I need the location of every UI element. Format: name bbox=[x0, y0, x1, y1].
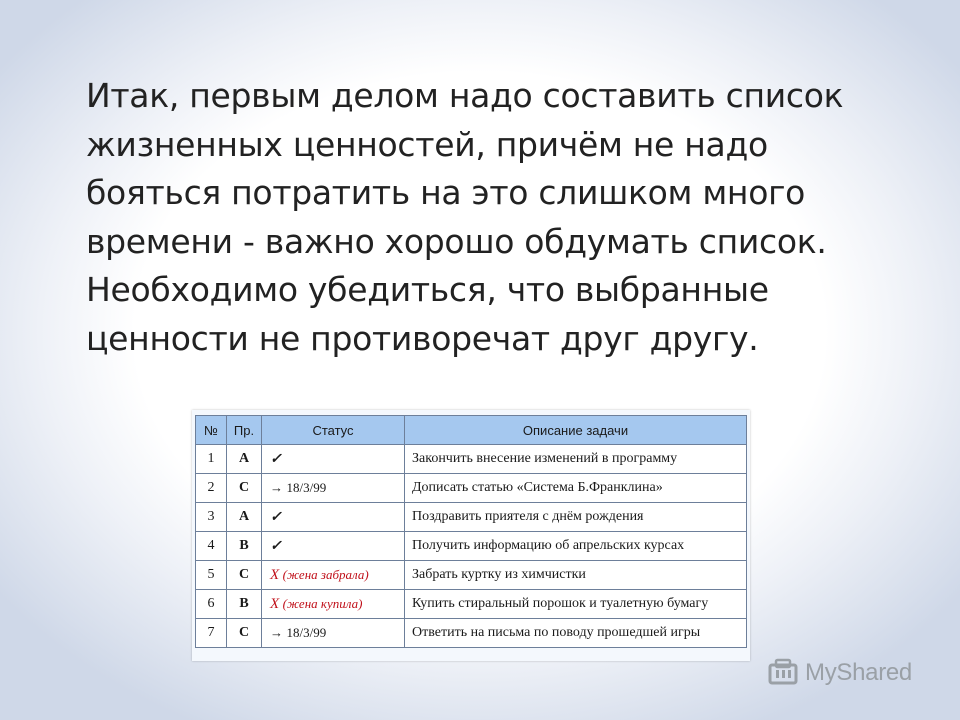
header-status: Статус bbox=[262, 416, 405, 445]
table-header-row bbox=[196, 416, 747, 445]
myshared-logo-icon bbox=[767, 656, 801, 690]
row-description: Дописать статью «Система Б.Франклина» bbox=[405, 474, 747, 503]
body-line-6: ценности не противоречат друг другу. bbox=[86, 318, 759, 358]
row-status bbox=[262, 532, 405, 561]
row-status bbox=[262, 474, 405, 503]
status-note: (жена купила) bbox=[282, 595, 363, 611]
task-table bbox=[195, 415, 747, 648]
row-num: 1 bbox=[196, 445, 227, 474]
row-status bbox=[262, 619, 405, 648]
cross-icon: X bbox=[270, 595, 280, 612]
row-priority: C bbox=[227, 561, 262, 590]
row-priority: C bbox=[227, 619, 262, 648]
row-num: 4 bbox=[196, 532, 227, 561]
header-description: Описание задачи bbox=[405, 416, 747, 445]
row-description: Закончить внесение изменений в программу bbox=[405, 445, 747, 474]
table-row bbox=[196, 590, 747, 619]
row-status bbox=[262, 503, 405, 532]
status-note: (жена забрала) bbox=[282, 566, 369, 582]
row-description: Поздравить приятеля с днём рождения bbox=[405, 503, 747, 532]
row-priority: A bbox=[227, 445, 262, 474]
table-row bbox=[196, 445, 747, 474]
row-priority: B bbox=[227, 590, 262, 619]
row-description: Ответить на письма по поводу прошедшей игры bbox=[405, 619, 747, 648]
table-row bbox=[196, 503, 747, 532]
body-line-2: жизненных ценностей, причём не надо bbox=[86, 124, 768, 164]
row-description: Купить стиральный порошок и туалетную бумагу bbox=[405, 590, 747, 619]
row-num: 3 bbox=[196, 503, 227, 532]
body-line-4: времени - важно хорошо обдумать список. bbox=[86, 221, 827, 261]
checkmark-icon: ✓ bbox=[270, 538, 282, 554]
row-priority: B bbox=[227, 532, 262, 561]
myshared-watermark-text: MyShared bbox=[805, 659, 912, 686]
status-date: 18/3/99 bbox=[286, 624, 327, 640]
row-status bbox=[262, 445, 405, 474]
row-priority: C bbox=[227, 474, 262, 503]
header-num: № bbox=[196, 416, 227, 445]
table-row bbox=[196, 619, 747, 648]
row-description: Получить информацию об апрельских курсах bbox=[405, 532, 747, 561]
table-row bbox=[196, 532, 747, 561]
header-priority: Пр. bbox=[227, 416, 262, 445]
row-status bbox=[262, 590, 405, 619]
arrow-icon: → bbox=[270, 479, 283, 495]
task-table-image bbox=[192, 410, 750, 661]
row-status bbox=[262, 561, 405, 590]
slide-body-text bbox=[86, 72, 886, 363]
body-line-5: Необходимо убедиться, что выбранные bbox=[86, 270, 769, 309]
arrow-icon: → bbox=[270, 624, 283, 640]
row-priority: A bbox=[227, 503, 262, 532]
checkmark-icon: ✓ bbox=[270, 509, 282, 525]
row-num: 2 bbox=[196, 474, 227, 503]
row-num: 7 bbox=[196, 619, 227, 648]
row-num: 5 bbox=[196, 561, 227, 590]
body-line-1: Итак, первым делом надо составить список bbox=[86, 76, 844, 115]
cross-icon: X bbox=[270, 566, 280, 583]
row-description: Забрать куртку из химчистки bbox=[405, 561, 747, 590]
myshared-watermark bbox=[767, 655, 912, 691]
checkmark-icon: ✓ bbox=[270, 451, 282, 467]
table-row bbox=[196, 474, 747, 503]
row-num: 6 bbox=[196, 590, 227, 619]
table-row bbox=[196, 561, 747, 590]
status-date: 18/3/99 bbox=[286, 479, 327, 495]
body-line-3: бояться потратить на это слишком много bbox=[86, 173, 806, 212]
